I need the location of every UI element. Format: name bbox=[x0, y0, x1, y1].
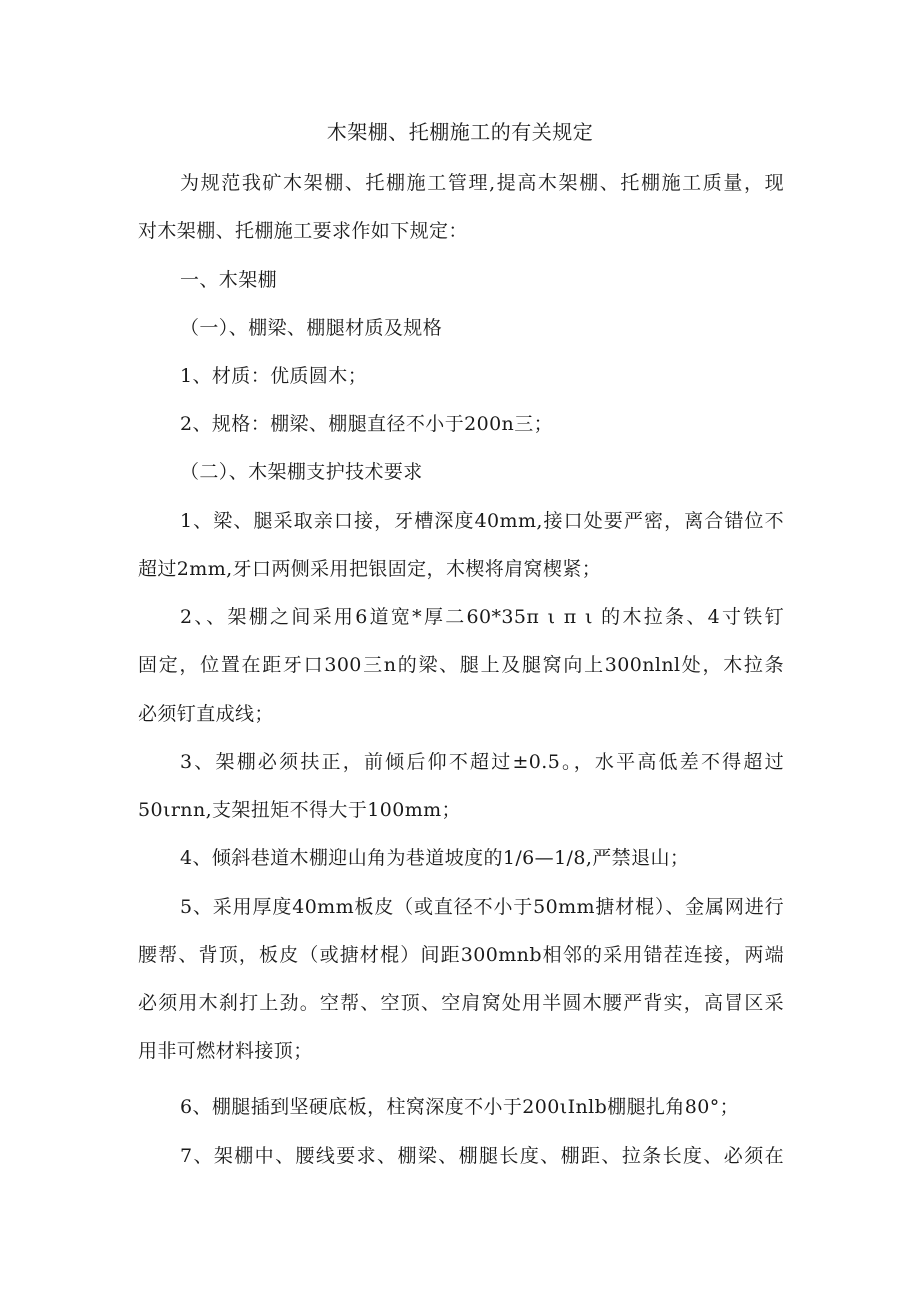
paragraph-line: 7、架棚中、腰线要求、棚梁、棚腿长度、棚距、拉条长度、必须在 bbox=[180, 1145, 784, 1167]
paragraph-line: 50ιrnn,支架扭矩不得大于100mm； bbox=[138, 799, 461, 821]
subsection-heading: （一）、棚梁、棚腿材质及规格 bbox=[180, 317, 443, 339]
paragraph-line: 4、倾斜巷道木棚迎山角为巷道坡度的1/6—1/8,严禁退山； bbox=[180, 847, 690, 869]
paragraph-line: 用非可燃材料接顶； bbox=[138, 1040, 313, 1062]
paragraph-line: 6、棚腿插到坚硬底板，柱窝深度不小于200ιInlb棚腿扎角80°； bbox=[180, 1096, 740, 1118]
paragraph-line: 2、规格：棚梁、棚腿直径不小于200n三； bbox=[180, 413, 553, 435]
paragraph-line: 对木架棚、托棚施工要求作如下规定： bbox=[138, 220, 468, 242]
paragraph-line: 必须钉直成线； bbox=[138, 703, 274, 725]
paragraph-line: 3、架棚必须扶正，前倾后仰不超过±0.5。，水平高低差不得超过 bbox=[180, 751, 784, 773]
paragraph-line: 1、材质：优质圆木； bbox=[180, 365, 368, 387]
paragraph-line: 2、、架棚之间采用6道宽*厚二60*35π ι π ι 的木拉条、4寸铁钉 bbox=[180, 606, 784, 628]
section-heading: 一、木架棚 bbox=[180, 269, 278, 291]
paragraph-line: 必须用木刹打上劲。空帮、空顶、空肩窝处用半圆木腰严背实，高冒区采 bbox=[138, 992, 784, 1014]
paragraph-line: 5、采用厚度40mm板皮（或直径不小于50mm搪材棍）、金属网进行 bbox=[180, 896, 784, 918]
subsection-heading: （二）、木架棚支护技术要求 bbox=[180, 461, 423, 483]
paragraph-line: 1、梁、腿采取亲口接，牙槽深度40mm,接口处要严密，离合错位不 bbox=[180, 510, 784, 532]
document-title: 木架棚、托棚施工的有关规定 bbox=[326, 120, 594, 144]
paragraph-line: 腰帮、背顶，板皮（或搪材棍）间距300mnb相邻的采用错茬连接，两端 bbox=[138, 944, 784, 966]
paragraph-line: 固定，位置在距牙口300三n的梁、腿上及腿窝向上300nlnl处，木拉条 bbox=[138, 654, 784, 676]
paragraph-line: 为规范我矿木架棚、托棚施工管理,提高木架棚、托棚施工质量，现 bbox=[180, 172, 784, 194]
paragraph-line: 超过2mm,牙口两侧采用把银固定，木楔将肩窝楔紧； bbox=[138, 558, 602, 580]
